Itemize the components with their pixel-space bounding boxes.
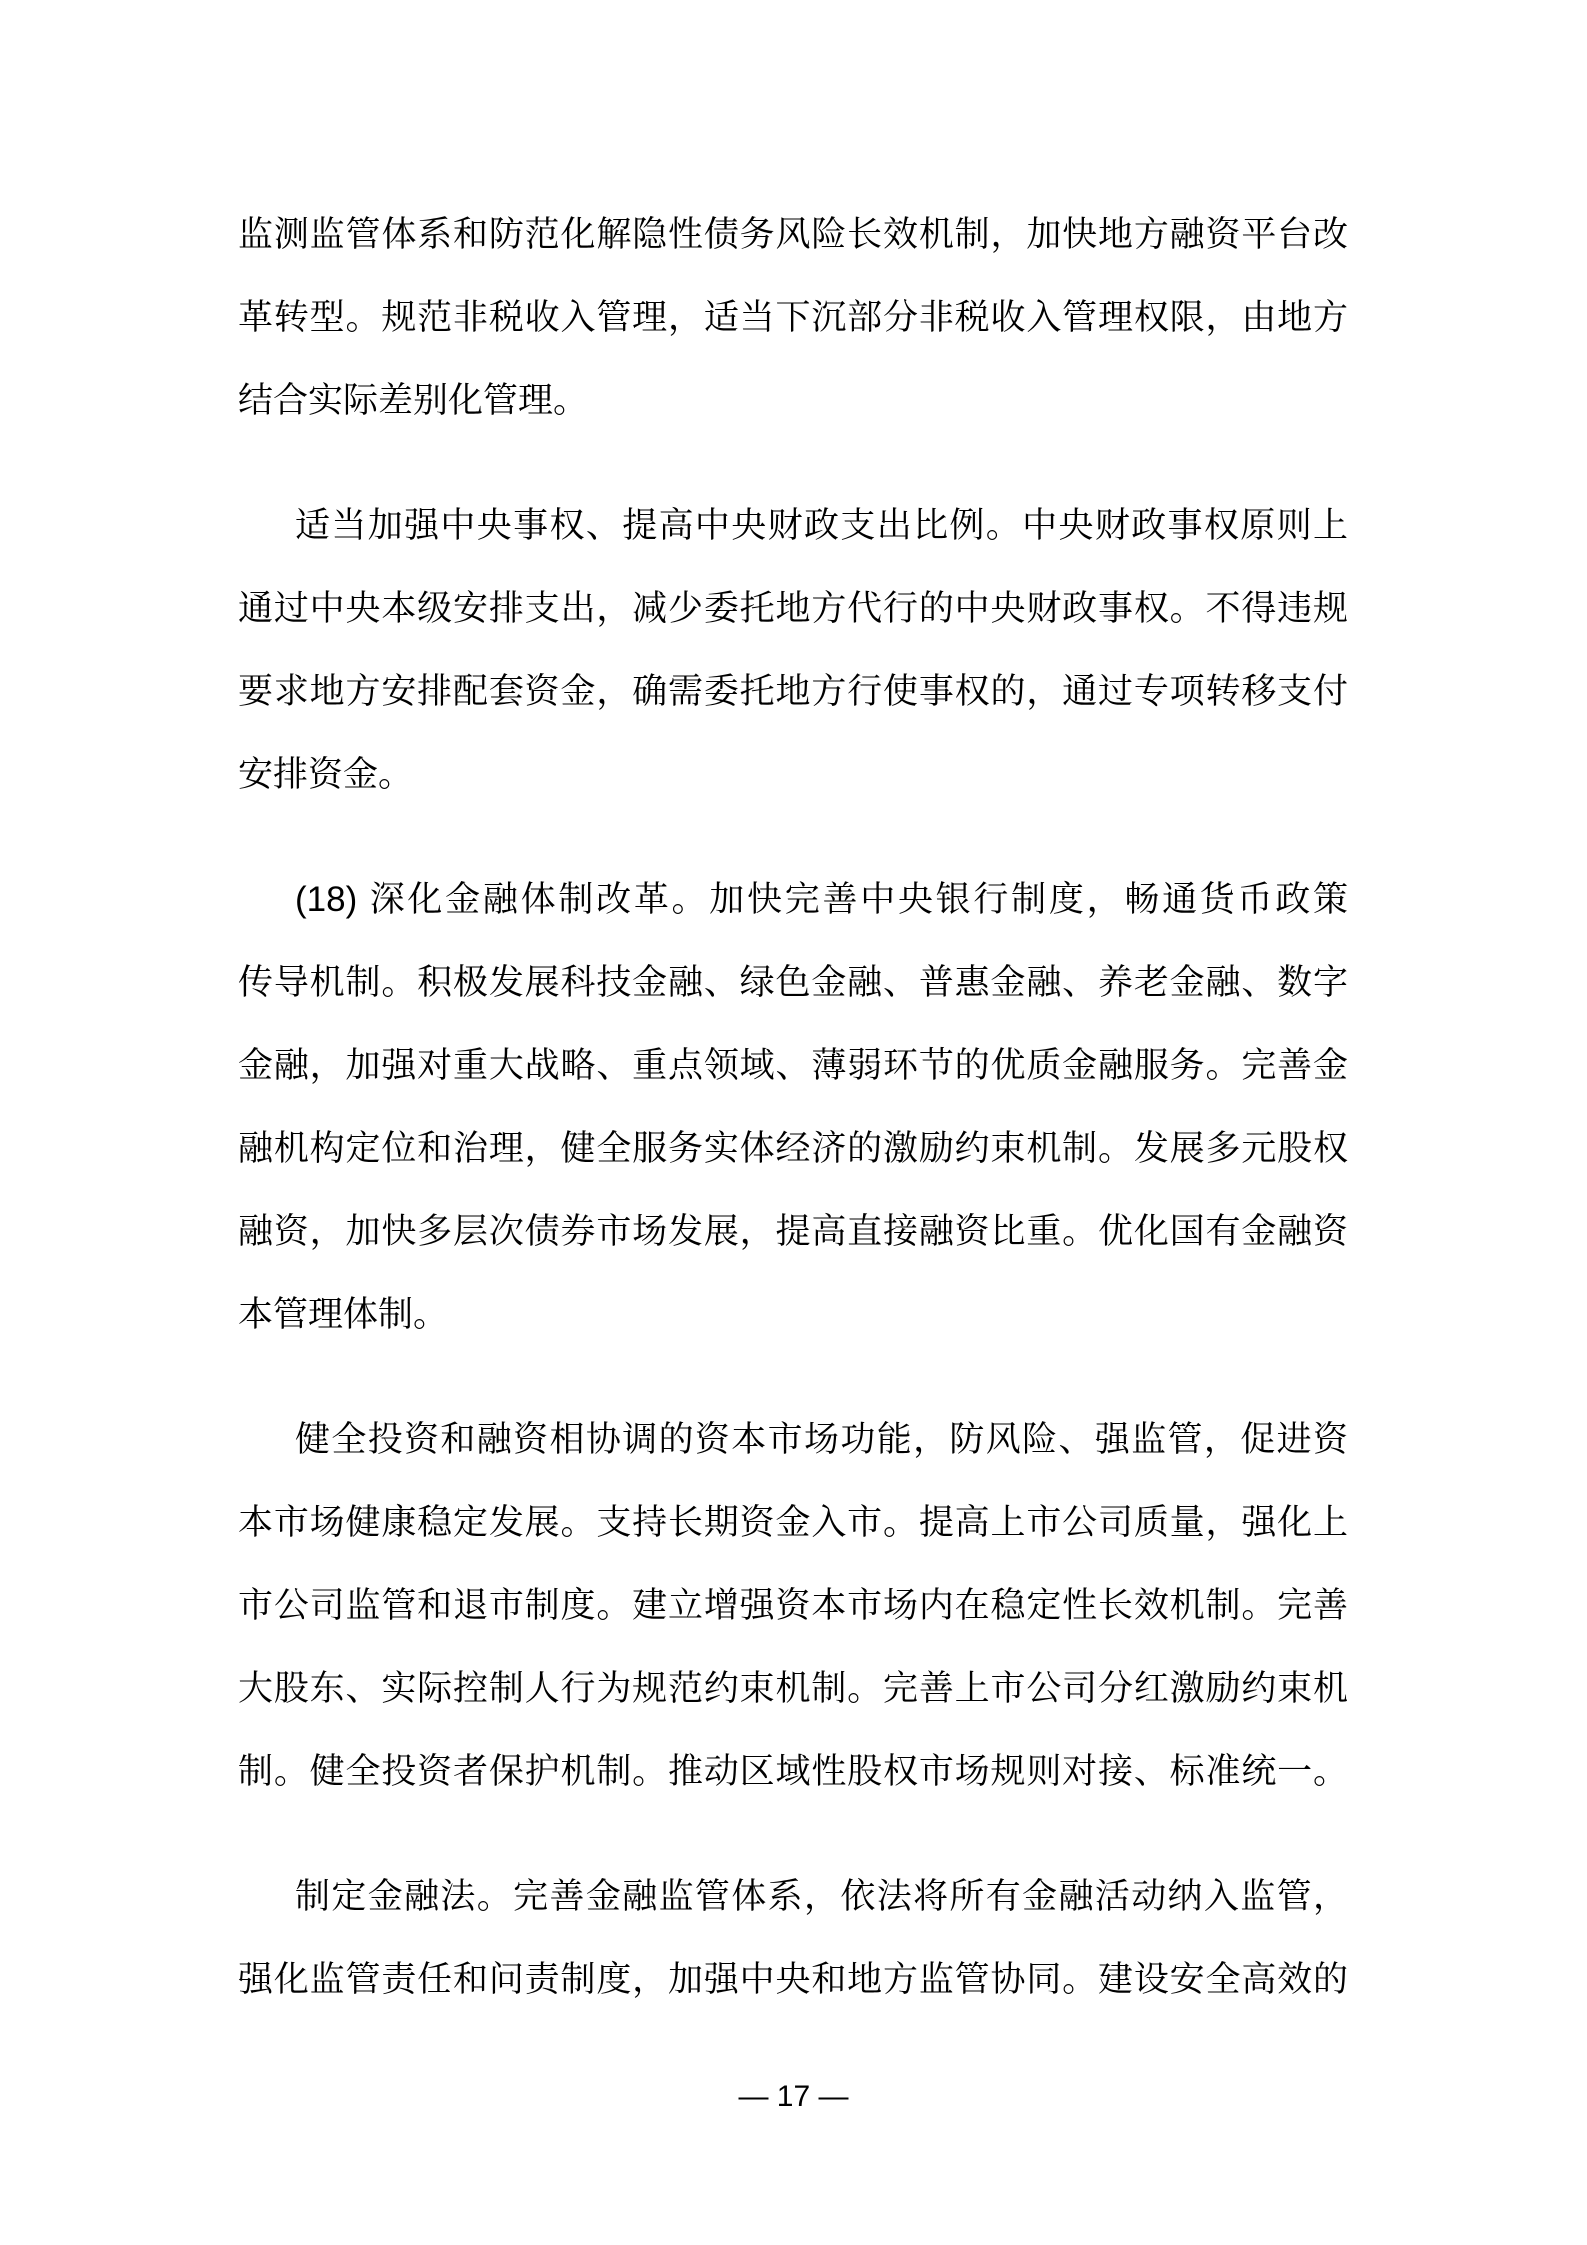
text-line: 监测监管体系和防范化解隐性债务风险长效机制，加快地方融资平台改 xyxy=(238,215,1348,254)
text-line: 革转型。规范非税收入管理，适当下沉部分非税收入管理权限，由地方 xyxy=(238,298,1348,337)
paragraph xyxy=(238,1855,1348,2021)
text-line: 传导机制。积极发展科技金融、绿色金融、普惠金融、养老金融、数字 xyxy=(238,963,1348,1002)
text-line: 融资，加快多层次债券市场发展，提高直接融资比重。优化国有金融资 xyxy=(238,1212,1348,1251)
text-line: 健全投资和融资相协调的资本市场功能，防风险、强监管，促进资 xyxy=(295,1420,1348,1459)
paragraph xyxy=(238,1398,1348,1813)
text-line: 本管理体制。 xyxy=(238,1295,449,1334)
text-line: 制。健全投资者保护机制。推动区域性股权市场规则对接、标准统一。 xyxy=(238,1752,1348,1791)
text-line: 安排资金。 xyxy=(238,755,414,794)
text-line: 结合实际差别化管理。 xyxy=(238,381,589,420)
text-line: 融机构定位和治理，健全服务实体经济的激励约束机制。发展多元股权 xyxy=(238,1129,1348,1168)
text-line: (18) 深化金融体制改革。加快完善中央银行制度，畅通货币政策 xyxy=(295,880,1348,919)
paragraph xyxy=(238,193,1348,442)
text-line: 大股东、实际控制人行为规范约束机制。完善上市公司分红激励约束机 xyxy=(238,1669,1348,1708)
text-line: 强化监管责任和问责制度，加强中央和地方监管协同。建设安全高效的 xyxy=(238,1960,1348,1999)
document-body xyxy=(238,193,1348,2021)
page-number: — 17 — xyxy=(738,2080,849,2113)
text-line: 本市场健康稳定发展。支持长期资金入市。提高上市公司质量，强化上 xyxy=(238,1503,1348,1542)
text-line: 制定金融法。完善金融监管体系，依法将所有金融活动纳入监管， xyxy=(295,1877,1348,1916)
text-line: 适当加强中央事权、提高中央财政支出比例。中央财政事权原则上 xyxy=(295,506,1348,545)
text-line: 市公司监管和退市制度。建立增强资本市场内在稳定性长效机制。完善 xyxy=(238,1586,1348,1625)
text-line: 要求地方安排配套资金，确需委托地方行使事权的，通过专项转移支付 xyxy=(238,672,1348,711)
text-line: 金融，加强对重大战略、重点领域、薄弱环节的优质金融服务。完善金 xyxy=(238,1046,1348,1085)
paragraph xyxy=(238,858,1348,1356)
paragraph xyxy=(238,484,1348,816)
text-line: 通过中央本级安排支出，减少委托地方代行的中央财政事权。不得违规 xyxy=(238,589,1348,628)
